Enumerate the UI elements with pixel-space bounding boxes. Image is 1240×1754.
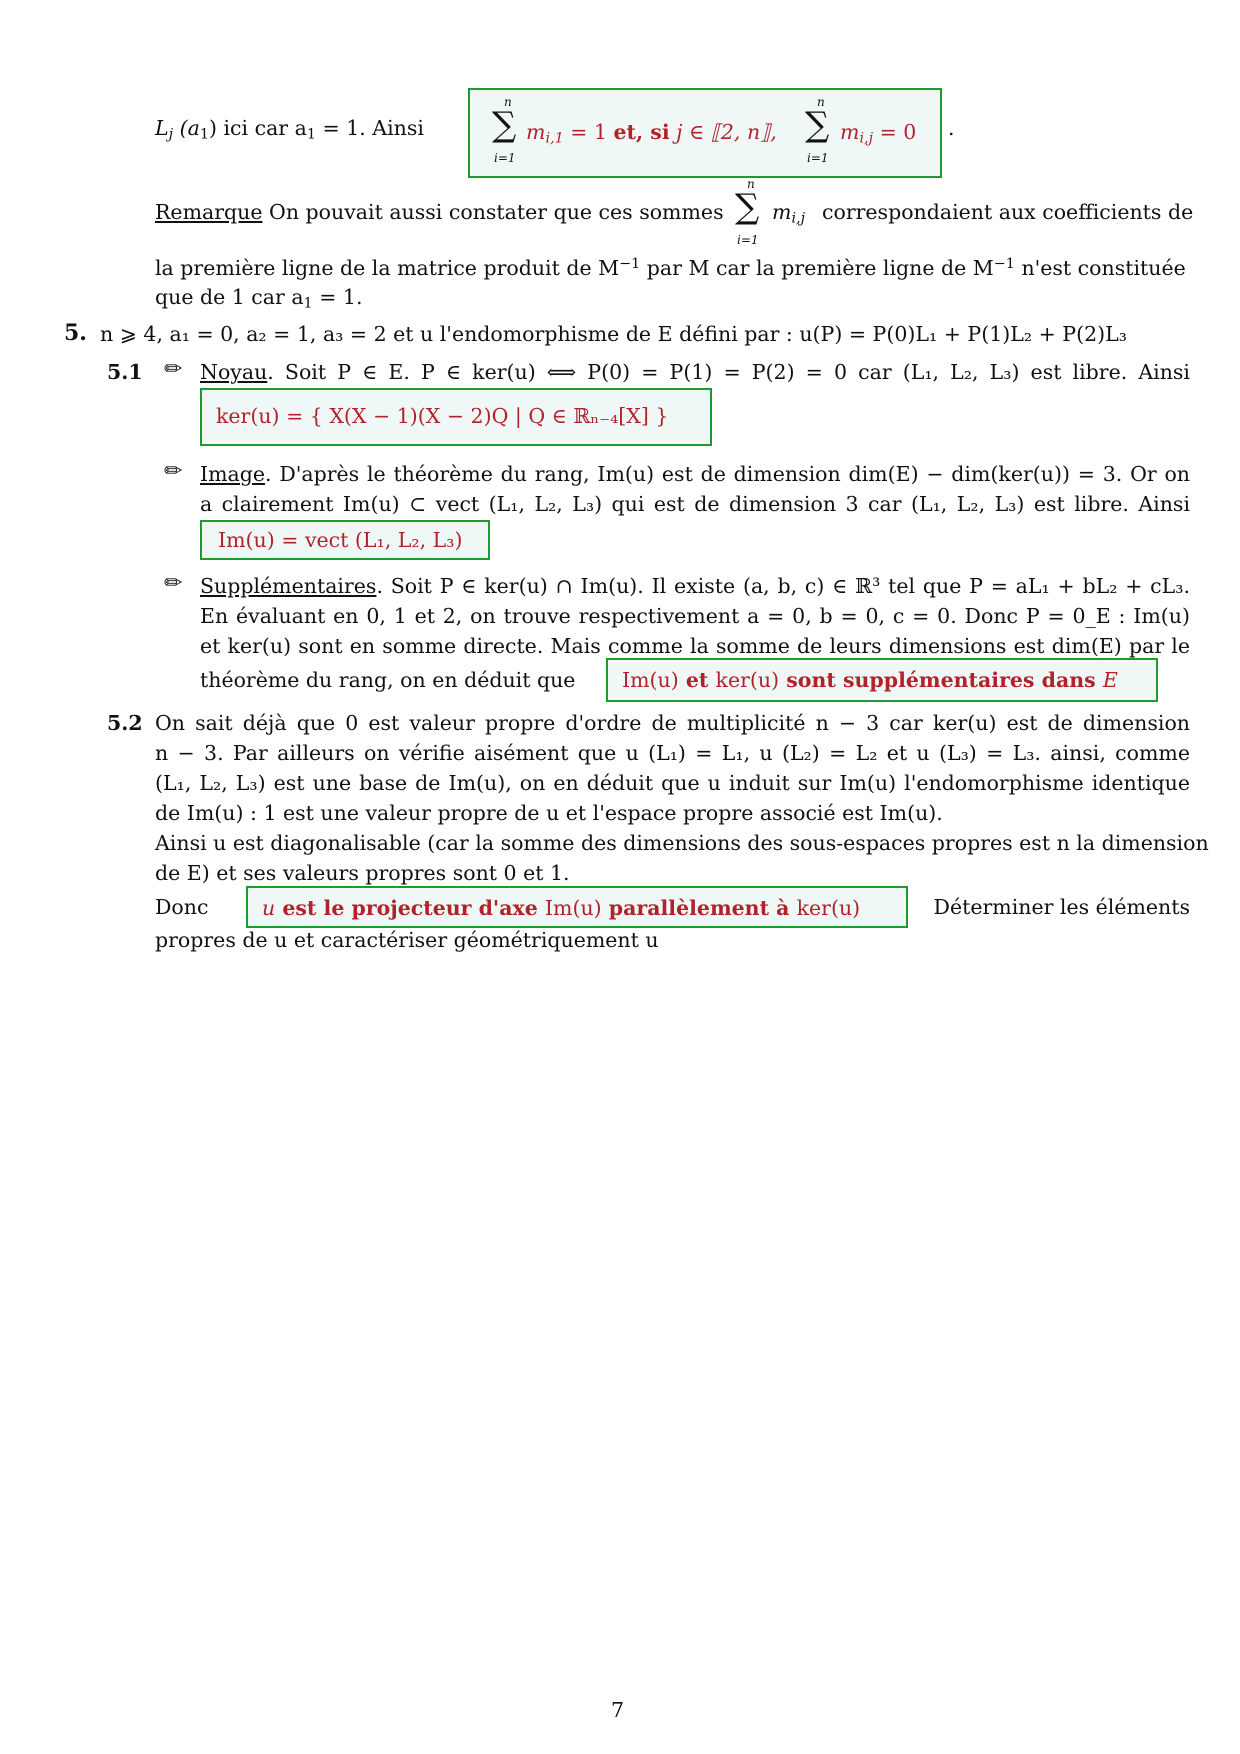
q52-line4: de Im(u) : 1 est une valeur propre de u et l'espace propre associé est Im(u). [155,801,943,825]
intro-rest: ) ici car a [208,116,307,140]
question-5-2-number: 5.2 [107,711,143,735]
sum1-lower: i=1 [494,151,516,165]
q52-line6: de E) et ses valeurs propres sont 0 et 1. [155,861,570,885]
remark-sum-upper: n [747,177,755,191]
m-i1: m [526,120,546,144]
supp-e: E [1102,668,1118,692]
eq-zero: = 0 [873,120,917,144]
image-line2: a clairement Im(u) ⊂ vect (L₁, L₂, L₃) qui est de dimension 3 car (L₁, L₂, L₃) est libre. Ainsi [200,492,1190,516]
intro-ainsi: = 1. Ainsi [316,116,424,140]
remark-l2b: par M car la première ligne de M [640,256,994,281]
m-i1-sub: i,1 [545,130,564,147]
q52-line3: (L₁, L₂, L₃) est une base de Im(u), on en déduit que u induit sur Im(u) l'endomorphisme identique [155,771,1190,795]
remark-l2c: n'est constituée [1014,256,1186,281]
projector-result [262,898,860,919]
remark-l2a: la première ligne de la matrice produit de M [155,256,620,281]
pencil-icon: ✏ [164,459,183,484]
proj-im: Im(u) [544,896,602,920]
remark-sum-sigma: ∑ [735,187,760,227]
remark-m: m [772,200,792,224]
sum-result-box [468,88,942,178]
proj-text2: parallèlement à [601,896,797,920]
remark-line1b [772,202,805,226]
remark-inv2: −1 [993,256,1015,272]
remark-text1: On pouvait aussi constater que ces sommes [269,200,724,224]
page-number: 7 [611,1698,625,1722]
image-title: Image [200,462,266,486]
supp-ker: ker(u) [715,668,780,692]
q52-line5: Ainsi u est diagonalisable (car la somme des dimensions des sous-espaces propres est n la dimension [155,831,1209,855]
question-5-1-number: 5.1 [107,360,143,384]
remark-line2 [155,257,1186,279]
q52-donc: Donc [155,895,209,919]
m-ij: m [840,120,860,144]
projector-result-box [246,886,908,928]
supp-line3: et ker(u) sont en somme directe. Mais comme la somme de leurs dimensions est dim(E) par le [200,634,1190,658]
image-line1 [200,464,1190,485]
supplementary-result-box [606,658,1158,702]
supp-sont: sont supplémentaires dans [779,668,1103,692]
sum2-lower: i=1 [807,151,829,165]
supp-et: et [678,668,716,692]
supp-line2: En évaluant en 0, 1 et 2, on trouve respectivement a = 0, b = 0, c = 0. Donc P = 0_E : Im(u) [200,604,1190,628]
noyau-text: . Soit P ∈ E. P ∈ ker(u) ⟺ P(0) = P(1) = P(2) = 0 car (L₁, L₂, L₃) est libre. Ainsi [267,360,1190,384]
a1-symbol: (a [179,116,200,140]
pencil-icon: ✏ [164,357,183,382]
supp-line4: théorème du rang, on en déduit que [200,668,576,692]
image-result: Im(u) = vect (L₁, L₂, L₃) [218,528,463,552]
j-in-range: j ∈ ⟦2, n⟧, [669,120,777,144]
q52-after: Déterminer les éléments [933,895,1190,919]
kernel-result: ker(u) = { X(X − 1)(X − 2)Q | Q ∈ ℝₙ₋₄[X] } [216,404,669,428]
supp-title: Supplémentaires [200,574,377,598]
image-result-box [200,520,490,560]
lj-sub: j [168,126,174,143]
pencil-icon: ✏ [164,571,183,596]
sum2-sigma: ∑ [805,105,830,145]
supplementary-result [622,670,1118,691]
kernel-result-box [200,388,712,446]
intro-dot: . [948,116,955,140]
lj-symbol: L [155,116,169,140]
question-5-statement: n ⩾ 4, a₁ = 0, a₂ = 1, a₃ = 2 et u l'endomorphisme de E défini par : u(P) = P(0)L₁ + P(1)L₂ + P(2)L₃ [100,322,1127,346]
sum-result-text [526,122,777,146]
remark-line3 [155,287,362,311]
m-ij-sub: i,j [859,130,874,147]
proj-ker: ker(u) [796,896,861,920]
noyau-title: Noyau [200,360,268,384]
sum1-upper: n [504,95,512,109]
supp-im: Im(u) [622,668,679,692]
remark-title: Remarque [155,200,263,224]
sum2-upper: n [817,95,825,109]
remark-l3b: = 1. [312,285,363,309]
intro-rest-sub: 1 [306,126,316,143]
et-si: et, si [613,120,670,144]
question-5-number: 5. [64,320,87,346]
sum1-sigma: ∑ [492,105,517,145]
remark-inv1: −1 [619,256,641,272]
remark-m-sub: i,j [791,210,806,227]
eq-one: = 1 [563,120,614,144]
a1-sub: 1 [199,126,209,143]
supp-line1 [200,576,1190,597]
supp-text1: . Soit P ∈ ker(u) ∩ Im(u). Il existe (a, b, c) ∈ ℝ³ tel que P = aL₁ + bL₂ + cL₃. [376,574,1190,598]
image-text1: . D'après le théorème du rang, Im(u) est de dimension dim(E) − dim(ker(u)) = 3. Or on [265,462,1190,486]
remark-line1 [155,202,724,223]
proj-u: u [262,896,276,920]
remark-l3-sub: 1 [303,295,313,312]
proj-text1: est le projecteur d'axe [275,896,545,920]
q52-line2: n − 3. Par ailleurs on vérifie aisément que u (L₁) = L₁, u (L₂) = L₂ et u (L₃) = L₃. ainsi, comme [155,741,1190,765]
remark-l3a: que de 1 car a [155,285,304,309]
sum2-text [840,122,916,146]
q52-last-line: propres de u et caractériser géométriquement u [155,928,659,952]
q52-line1: On sait déjà que 0 est valeur propre d'ordre de multiplicité n − 3 car ker(u) est de dimension [155,711,1190,735]
intro-line [155,118,424,142]
remark-sum-lower: i=1 [737,233,759,247]
noyau-line [200,362,1190,383]
remark-text2: correspondaient aux coefficients de [822,200,1194,224]
